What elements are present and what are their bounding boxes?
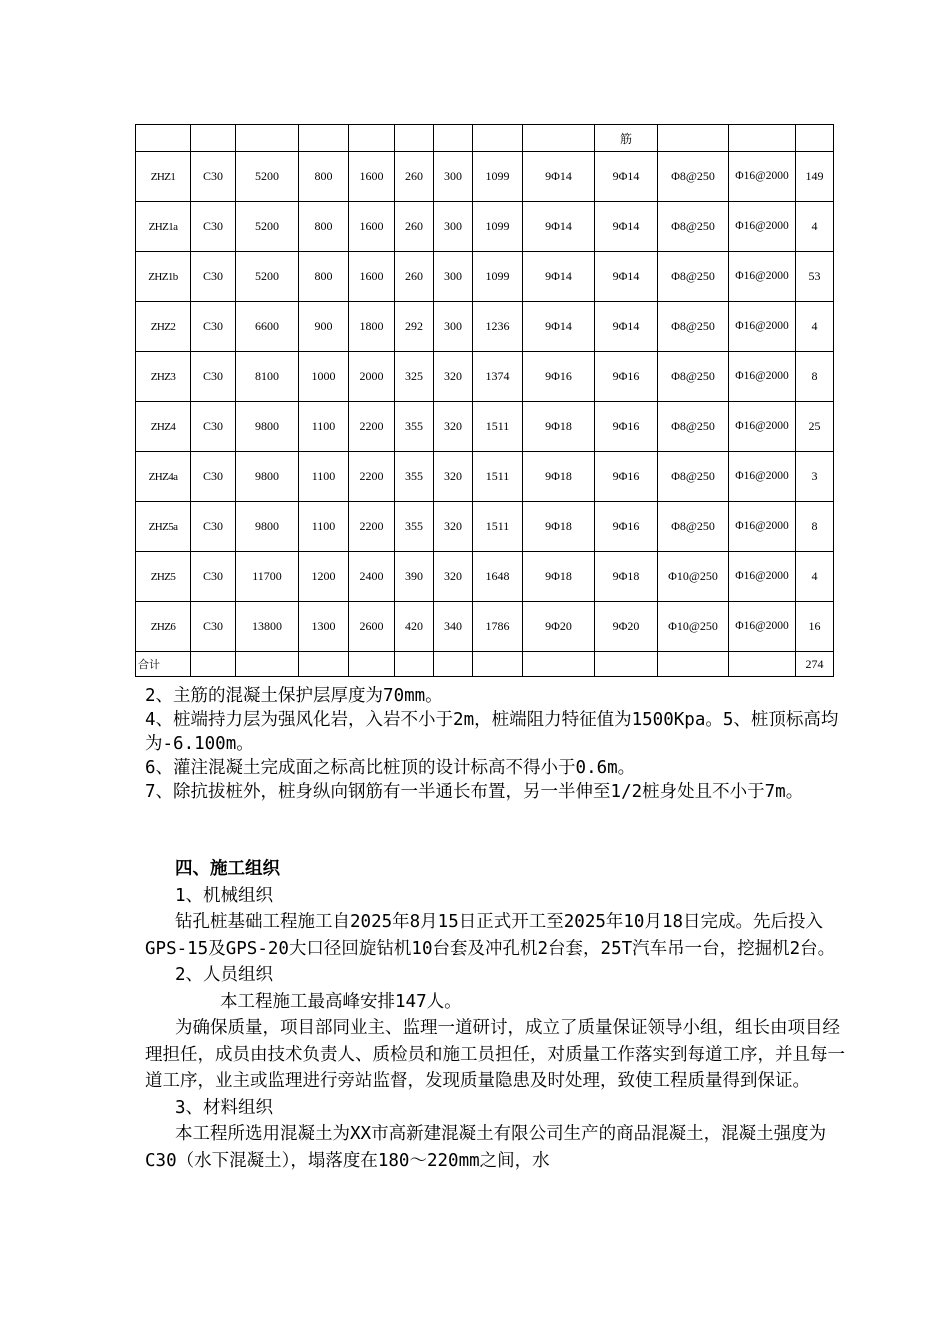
cell-concrete: C30 — [191, 202, 236, 252]
table-total-row — [136, 652, 834, 677]
cell-id: ZHZ2 — [136, 302, 191, 352]
table-header-row — [136, 125, 834, 152]
cell-c5: 1600 — [349, 202, 395, 252]
header-cell — [136, 125, 191, 152]
header-cell — [236, 125, 299, 152]
cell-c12: Φ16@2000 — [729, 552, 796, 602]
cell-c10: 9Φ14 — [595, 152, 658, 202]
section-heading: 四、施工组织 — [175, 859, 280, 879]
cell-count: 8 — [796, 352, 834, 402]
empty-cell — [349, 652, 395, 677]
note-rebar-layout: 7、除抗拔桩外，桩身纵向钢筋有一半通长布置，另一半伸至1/2桩身处且不小于7m。 — [145, 782, 804, 802]
cell-c7: 320 — [434, 552, 473, 602]
cell-c4: 800 — [299, 252, 349, 302]
empty-cell — [236, 652, 299, 677]
cell-c10: 9Φ18 — [595, 552, 658, 602]
cell-c10: 9Φ16 — [595, 352, 658, 402]
pile-schedule-table — [135, 124, 834, 677]
cell-c9: 9Φ20 — [523, 602, 595, 652]
cell-c7: 340 — [434, 602, 473, 652]
cell-count: 4 — [796, 202, 834, 252]
subsection-materials-title: 3、材料组织 — [175, 1097, 274, 1118]
header-cell — [395, 125, 434, 152]
cell-c6: 355 — [395, 402, 434, 452]
cell-c3: 9800 — [236, 452, 299, 502]
cell-c7: 320 — [434, 352, 473, 402]
cell-c11: Φ8@250 — [658, 152, 729, 202]
cell-c11: Φ8@250 — [658, 202, 729, 252]
materials-paragraph: 本工程所选用混凝土为XX市高新建混凝土有限公司生产的商品混凝土，混凝土强度为C30（水下混凝土），塌落度在180～220mm之间，水 — [145, 1124, 827, 1171]
cell-c8: 1648 — [473, 552, 523, 602]
total-label: 合计 — [136, 652, 191, 677]
header-cell — [191, 125, 236, 152]
header-cell — [658, 125, 729, 152]
cell-c4: 800 — [299, 202, 349, 252]
cell-concrete: C30 — [191, 552, 236, 602]
cell-c8: 1099 — [473, 252, 523, 302]
cell-c12: Φ16@2000 — [729, 202, 796, 252]
cell-c7: 300 — [434, 202, 473, 252]
table-row — [136, 452, 834, 502]
cell-c12: Φ16@2000 — [729, 352, 796, 402]
empty-cell — [434, 652, 473, 677]
note-cover-thickness: 2、主筋的混凝土保护层厚度为70mm。 — [145, 686, 443, 706]
construction-organization-section — [145, 856, 850, 1174]
cell-c9: 9Φ18 — [523, 552, 595, 602]
cell-c4: 900 — [299, 302, 349, 352]
quality-paragraph: 为确保质量，项目部同业主、监理一道研讨，成立了质量保证领导小组，组长由项目经理担任，成员由技术负责人、质检员和施工员担任，对质量工作落实到每道工序，并且每一道工序，业主或监理进行旁站监督，发现质量隐患及时处理，致使工程质量得到保证。 — [145, 1018, 845, 1091]
cell-id: ZHZ5 — [136, 552, 191, 602]
cell-c6: 260 — [395, 152, 434, 202]
empty-cell — [395, 652, 434, 677]
table-row — [136, 202, 834, 252]
cell-count: 8 — [796, 502, 834, 552]
note-bearing-layer: 4、桩端持力层为强风化岩，入岩不小于2m，桩端阻力特征值为1500Kpa。5、桩顶标高均为-6.100m。 — [145, 710, 839, 754]
cell-c5: 2200 — [349, 502, 395, 552]
cell-concrete: C30 — [191, 302, 236, 352]
cell-c9: 9Φ18 — [523, 452, 595, 502]
cell-c10: 9Φ14 — [595, 252, 658, 302]
cell-id: ZHZ3 — [136, 352, 191, 402]
cell-count: 53 — [796, 252, 834, 302]
header-cell — [796, 125, 834, 152]
table-row — [136, 302, 834, 352]
cell-c12: Φ16@2000 — [729, 252, 796, 302]
cell-c3: 11700 — [236, 552, 299, 602]
cell-concrete: C30 — [191, 452, 236, 502]
cell-c5: 2200 — [349, 452, 395, 502]
cell-c11: Φ8@250 — [658, 402, 729, 452]
cell-c9: 9Φ14 — [523, 152, 595, 202]
cell-count: 4 — [796, 552, 834, 602]
empty-cell — [191, 652, 236, 677]
cell-c7: 300 — [434, 302, 473, 352]
cell-c6: 355 — [395, 502, 434, 552]
table-row — [136, 352, 834, 402]
cell-c11: Φ8@250 — [658, 452, 729, 502]
cell-c12: Φ16@2000 — [729, 502, 796, 552]
cell-c8: 1099 — [473, 152, 523, 202]
cell-concrete: C30 — [191, 602, 236, 652]
empty-cell — [658, 652, 729, 677]
header-cell: 筋 — [595, 125, 658, 152]
cell-c8: 1511 — [473, 402, 523, 452]
empty-cell — [299, 652, 349, 677]
cell-c5: 2400 — [349, 552, 395, 602]
cell-c6: 292 — [395, 302, 434, 352]
cell-c6: 355 — [395, 452, 434, 502]
cell-c5: 2600 — [349, 602, 395, 652]
cell-id: ZHZ6 — [136, 602, 191, 652]
total-value: 274 — [796, 652, 834, 677]
cell-c11: Φ8@250 — [658, 252, 729, 302]
cell-c5: 2200 — [349, 402, 395, 452]
cell-c6: 260 — [395, 202, 434, 252]
cell-count: 25 — [796, 402, 834, 452]
cell-count: 4 — [796, 302, 834, 352]
cell-id: ZHZ5a — [136, 502, 191, 552]
cell-count: 3 — [796, 452, 834, 502]
cell-count: 16 — [796, 602, 834, 652]
cell-c3: 5200 — [236, 202, 299, 252]
cell-c8: 1374 — [473, 352, 523, 402]
cell-c6: 420 — [395, 602, 434, 652]
cell-c12: Φ16@2000 — [729, 402, 796, 452]
cell-c4: 1000 — [299, 352, 349, 402]
cell-c11: Φ8@250 — [658, 502, 729, 552]
cell-c6: 390 — [395, 552, 434, 602]
cell-c9: 9Φ18 — [523, 502, 595, 552]
cell-c4: 800 — [299, 152, 349, 202]
cell-c11: Φ8@250 — [658, 302, 729, 352]
cell-concrete: C30 — [191, 502, 236, 552]
cell-c3: 9800 — [236, 502, 299, 552]
personnel-peak-paragraph: 本工程施工最高峰安排147人。 — [220, 991, 462, 1012]
header-cell — [299, 125, 349, 152]
cell-c10: 9Φ14 — [595, 202, 658, 252]
cell-c11: Φ8@250 — [658, 352, 729, 402]
header-cell — [434, 125, 473, 152]
cell-c3: 6600 — [236, 302, 299, 352]
cell-c10: 9Φ16 — [595, 402, 658, 452]
cell-c8: 1511 — [473, 502, 523, 552]
header-cell — [523, 125, 595, 152]
cell-c11: Φ10@250 — [658, 552, 729, 602]
cell-id: ZHZ4a — [136, 452, 191, 502]
subsection-machinery-title: 1、机械组织 — [175, 885, 274, 906]
header-cell — [349, 125, 395, 152]
cell-c3: 13800 — [236, 602, 299, 652]
machinery-paragraph: 钻孔桩基础工程施工自2025年8月15日正式开工至2025年10月18日完成。先后投入GPS-15及GPS-20大口径回旋钻机10台套及冲孔机2台套，25T汽车吊一台，挖掘机2台。 — [145, 912, 836, 959]
empty-cell — [595, 652, 658, 677]
cell-c7: 300 — [434, 252, 473, 302]
cell-c8: 1786 — [473, 602, 523, 652]
cell-c8: 1099 — [473, 202, 523, 252]
table-row — [136, 252, 834, 302]
header-cell — [473, 125, 523, 152]
empty-cell — [473, 652, 523, 677]
cell-c3: 8100 — [236, 352, 299, 402]
cell-c6: 260 — [395, 252, 434, 302]
cell-c9: 9Φ14 — [523, 302, 595, 352]
cell-c3: 5200 — [236, 152, 299, 202]
table-row — [136, 402, 834, 452]
cell-c12: Φ16@2000 — [729, 452, 796, 502]
cell-id: ZHZ1a — [136, 202, 191, 252]
table-row — [136, 152, 834, 202]
table-row — [136, 552, 834, 602]
cell-c9: 9Φ14 — [523, 252, 595, 302]
cell-c5: 1600 — [349, 152, 395, 202]
subsection-personnel-title: 2、人员组织 — [175, 965, 274, 985]
cell-c9: 9Φ18 — [523, 402, 595, 452]
cell-c7: 300 — [434, 152, 473, 202]
cell-id: ZHZ4 — [136, 402, 191, 452]
cell-c10: 9Φ14 — [595, 302, 658, 352]
cell-concrete: C30 — [191, 252, 236, 302]
cell-c5: 1800 — [349, 302, 395, 352]
cell-c4: 1200 — [299, 552, 349, 602]
table-row — [136, 502, 834, 552]
empty-cell — [523, 652, 595, 677]
cell-c4: 1300 — [299, 602, 349, 652]
cell-id: ZHZ1b — [136, 252, 191, 302]
note-pour-elevation: 6、灌注混凝土完成面之标高比桩顶的设计标高不得小于0.6m。 — [145, 758, 636, 778]
cell-c12: Φ16@2000 — [729, 602, 796, 652]
cell-c3: 9800 — [236, 402, 299, 452]
cell-c10: 9Φ16 — [595, 502, 658, 552]
cell-c3: 5200 — [236, 252, 299, 302]
cell-c12: Φ16@2000 — [729, 152, 796, 202]
cell-c8: 1511 — [473, 452, 523, 502]
cell-c9: 9Φ14 — [523, 202, 595, 252]
cell-count: 149 — [796, 152, 834, 202]
cell-c9: 9Φ16 — [523, 352, 595, 402]
cell-c7: 320 — [434, 452, 473, 502]
design-notes — [145, 684, 850, 804]
cell-c4: 1100 — [299, 502, 349, 552]
cell-c4: 1100 — [299, 452, 349, 502]
cell-c5: 1600 — [349, 252, 395, 302]
cell-c7: 320 — [434, 402, 473, 452]
cell-c12: Φ16@2000 — [729, 302, 796, 352]
table-row — [136, 602, 834, 652]
cell-c10: 9Φ16 — [595, 452, 658, 502]
cell-c10: 9Φ20 — [595, 602, 658, 652]
cell-concrete: C30 — [191, 152, 236, 202]
cell-c5: 2000 — [349, 352, 395, 402]
empty-cell — [729, 652, 796, 677]
cell-c4: 1100 — [299, 402, 349, 452]
cell-concrete: C30 — [191, 402, 236, 452]
cell-id: ZHZ1 — [136, 152, 191, 202]
cell-c8: 1236 — [473, 302, 523, 352]
header-cell — [729, 125, 796, 152]
cell-concrete: C30 — [191, 352, 236, 402]
cell-c11: Φ10@250 — [658, 602, 729, 652]
cell-c6: 325 — [395, 352, 434, 402]
cell-c7: 320 — [434, 502, 473, 552]
